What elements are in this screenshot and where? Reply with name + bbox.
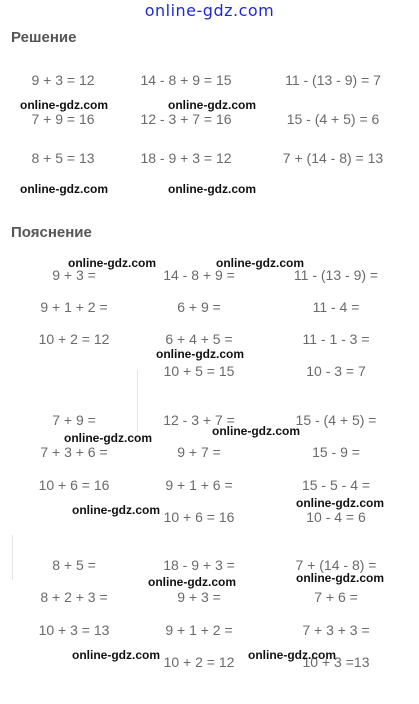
explanation-eq: 6 + 9 = (177, 299, 221, 315)
watermark-text: online-gdz.com (20, 98, 108, 112)
explanation-eq: 7 + 9 = (52, 412, 96, 428)
solution-eq: 9 + 3 = 12 (31, 72, 95, 88)
watermark-text: online-gdz.com (72, 503, 160, 517)
watermark-text: online-gdz.com (296, 571, 384, 585)
explanation-eq: 10 + 3 =13 (302, 654, 370, 670)
solution-eq: 7 + 9 = 16 (31, 111, 95, 127)
watermark-text: online-gdz.com (156, 347, 244, 361)
explanation-eq: 9 + 7 = (177, 444, 221, 460)
explanation-eq: 7 + 3 + 6 = (40, 444, 108, 460)
explanation-eq: 7 + 3 + 3 = (302, 622, 370, 638)
watermark-text: online-gdz.com (64, 431, 152, 445)
explanation-eq: 14 - 8 + 9 = (163, 267, 235, 283)
explanation-eq: 9 + 3 = (52, 267, 96, 283)
watermark-text: online-gdz.com (212, 424, 300, 438)
watermark-text: online-gdz.com (168, 182, 256, 196)
watermark-text: online-gdz.com (296, 496, 384, 510)
watermark-text: online-gdz.com (72, 648, 160, 662)
watermark-text: online-gdz.com (20, 182, 108, 196)
explanation-eq: 10 + 5 = 15 (163, 363, 235, 379)
explanation-eq: 11 - (13 - 9) = (293, 267, 379, 283)
solution-eq: 12 - 3 + 7 = 16 (140, 111, 232, 127)
explanation-eq: 10 + 6 = 16 (38, 477, 110, 493)
explanation-eq: 15 - (4 + 5) = (295, 412, 377, 428)
explanation-eq: 9 + 3 = (177, 589, 221, 605)
explanation-eq: 15 - 5 - 4 = (301, 477, 371, 493)
explanation-eq: 10 - 4 = 6 (306, 509, 366, 525)
watermark-text: online-gdz.com (216, 256, 304, 270)
solution-eq: 8 + 5 = 13 (31, 150, 95, 166)
scan-divider (12, 535, 13, 580)
watermark-text: online-gdz.com (148, 575, 236, 589)
watermark-text: online-gdz.com (248, 648, 336, 662)
explanation-eq: 18 - 9 + 3 = (163, 557, 235, 573)
watermark-text: online-gdz.com (168, 98, 256, 112)
explanation-eq: 11 - 4 = (312, 299, 360, 315)
explanation-eq: 10 + 3 = 13 (38, 622, 110, 638)
explanation-eq: 10 - 3 = 7 (306, 363, 366, 379)
heading-solution: Решение (11, 29, 77, 46)
explanation-eq: 6 + 4 + 5 = (165, 331, 233, 347)
solution-eq: 15 - (4 + 5) = 6 (286, 111, 380, 127)
watermark-text: online-gdz.com (68, 256, 156, 270)
explanation-eq: 8 + 5 = (52, 557, 96, 573)
explanation-eq: 10 + 2 = 12 (163, 654, 235, 670)
solution-eq: 18 - 9 + 3 = 12 (140, 150, 232, 166)
explanation-eq: 9 + 1 + 2 = (165, 622, 233, 638)
explanation-eq: 7 + 6 = (314, 589, 358, 605)
scan-divider (137, 370, 138, 432)
explanation-eq: 10 + 6 = 16 (163, 509, 235, 525)
explanation-eq: 12 - 3 + 7 = (163, 412, 235, 428)
explanation-eq: 7 + (14 - 8) = (295, 557, 377, 573)
explanation-eq: 9 + 1 + 6 = (165, 477, 233, 493)
explanation-eq: 9 + 1 + 2 = (40, 299, 108, 315)
solution-eq: 7 + (14 - 8) = 13 (282, 150, 384, 166)
site-watermark-top[interactable]: online-gdz.com (144, 1, 275, 20)
explanation-eq: 8 + 2 + 3 = (40, 589, 108, 605)
explanation-eq: 10 + 2 = 12 (38, 331, 110, 347)
heading-explanation: Пояснение (11, 224, 92, 241)
solution-eq: 14 - 8 + 9 = 15 (140, 72, 232, 88)
explanation-eq: 11 - 1 - 3 = (302, 331, 370, 347)
explanation-eq: 15 - 9 = (312, 444, 360, 460)
solution-eq: 11 - (13 - 9) = 7 (285, 72, 381, 88)
